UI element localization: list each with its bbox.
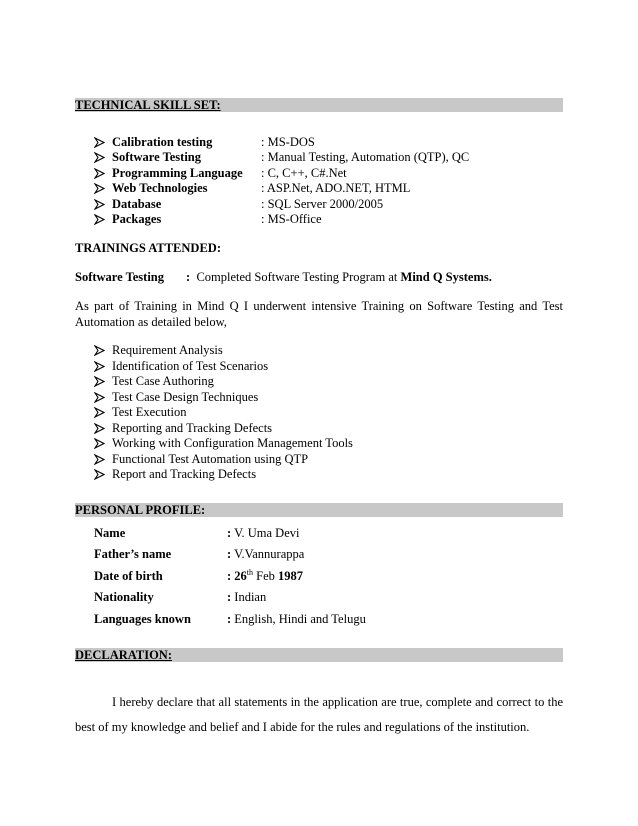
dob-label: Date of birth <box>94 569 163 583</box>
training-colon: : <box>186 270 191 284</box>
declaration-heading-bar <box>75 648 563 662</box>
arrow-bullet-icon <box>94 168 105 179</box>
arrow-bullet-icon <box>94 199 105 210</box>
skill-label: Database <box>112 197 162 211</box>
skill-value: : ASP.Net, ADO.NET, HTML <box>261 181 411 195</box>
training-label: Software Testing <box>75 270 165 284</box>
topic-text: Report and Tracking Defects <box>112 467 257 481</box>
name-value: V. Uma Devi <box>234 526 300 540</box>
skill-value: : Manual Testing, Automation (QTP), QC <box>261 150 470 164</box>
arrow-bullet-icon <box>94 152 105 163</box>
arrow-bullet-icon <box>94 361 105 372</box>
father-name-label: Father’s name <box>94 547 172 561</box>
personal-profile-heading-bar <box>75 503 563 517</box>
topic-text: Test Execution <box>112 405 187 419</box>
arrow-bullet-icon <box>94 423 105 434</box>
languages-value: English, Hindi and Telugu <box>234 612 366 626</box>
personal-profile-heading: PERSONAL PROFILE: <box>75 503 206 517</box>
skill-value: : SQL Server 2000/2005 <box>261 197 384 211</box>
training-paragraph: As part of Training in Mind Q I underwent intensive Training on Software Testing and Test Automation as detailed below, <box>75 299 563 329</box>
arrow-bullet-icon <box>94 392 105 403</box>
skill-label: Programming Language <box>112 166 243 180</box>
topic-text: Requirement Analysis <box>112 343 223 357</box>
languages-label: Languages known <box>94 612 191 626</box>
training-text: Completed Software Testing Program at <box>196 270 398 284</box>
declaration-text: I hereby declare that all statements in the application are true, complete and correct to the best of my knowledge and belief and I abide for the rules and regulations of the institution. <box>75 695 563 734</box>
technical-skill-heading-bar <box>75 98 563 112</box>
nationality-label: Nationality <box>94 590 154 604</box>
dob-month: Feb <box>256 569 275 583</box>
topic-text: Reporting and Tracking Defects <box>112 421 273 435</box>
skill-label: Calibration testing <box>112 135 213 149</box>
name-label: Name <box>94 526 126 540</box>
skill-label: Packages <box>112 212 162 226</box>
skill-value: : MS-Office <box>261 212 322 226</box>
topic-text: Test Case Design Techniques <box>112 390 259 404</box>
arrow-bullet-icon <box>94 376 105 387</box>
arrow-bullet-icon <box>94 183 105 194</box>
arrow-bullet-icon <box>94 438 105 449</box>
topic-text: Test Case Authoring <box>112 374 214 388</box>
arrow-bullet-icon <box>94 407 105 418</box>
skill-value: : MS-DOS <box>261 135 315 149</box>
dob-day: 26 <box>234 569 247 583</box>
arrow-bullet-icon <box>94 469 105 480</box>
nationality-value: Indian <box>234 590 267 604</box>
technical-skill-heading: TECHNICAL SKILL SET: <box>75 98 221 112</box>
dob-value: : 26th Feb 1987 <box>227 567 304 583</box>
trainings-heading: TRAININGS ATTENDED: <box>75 241 221 255</box>
topic-text: Working with Configuration Management Tools <box>112 436 353 450</box>
topic-text: Identification of Test Scenarios <box>112 359 269 373</box>
skill-label: Software Testing <box>112 150 202 164</box>
arrow-bullet-icon <box>94 345 105 356</box>
skill-value: : C, C++, C#.Net <box>261 166 347 180</box>
dob-suffix: th <box>246 567 254 577</box>
declaration-heading: DECLARATION: <box>75 648 172 662</box>
arrow-bullet-icon <box>94 137 105 148</box>
training-line <box>75 270 492 285</box>
arrow-bullet-icon <box>94 454 105 465</box>
training-company: Mind Q Systems. <box>400 270 492 284</box>
father-name-value: V.Vannurappa <box>234 547 305 561</box>
arrow-bullet-icon <box>94 214 105 225</box>
skill-label: Web Technologies <box>112 181 208 195</box>
dob-year: 1987 <box>278 569 304 583</box>
topic-text: Functional Test Automation using QTP <box>112 452 309 466</box>
